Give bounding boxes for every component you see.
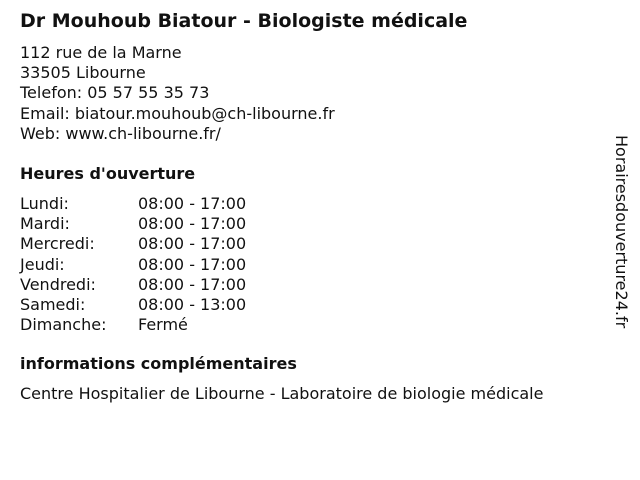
day-label: Mardi: <box>20 214 70 234</box>
additional-info-heading: informations complémentaires <box>20 354 297 373</box>
email-address: Email: biatour.mouhoub@ch-libourne.fr <box>20 103 335 123</box>
day-label: Mercredi: <box>20 234 95 254</box>
day-label: Samedi: <box>20 294 86 314</box>
city-postal-code: 33505 Libourne <box>20 63 146 83</box>
day-label: Vendredi: <box>20 274 96 294</box>
address-block <box>20 43 335 144</box>
additional-info-text: Centre Hospitalier de Libourne - Laboratoire de biologie médicale <box>20 384 544 403</box>
hours-row-mardi <box>20 214 320 234</box>
time-value: 08:00 - 17:00 <box>138 194 247 213</box>
hours-row-lundi <box>20 194 320 214</box>
time-value: 08:00 - 17:00 <box>138 214 247 234</box>
day-label: Jeudi: <box>20 254 65 274</box>
opening-hours-list <box>20 194 320 335</box>
opening-hours-heading: Heures d'ouverture <box>20 164 196 183</box>
street-address: 112 rue de la Marne <box>20 43 182 62</box>
day-label: Lundi: <box>20 194 69 213</box>
time-value: 08:00 - 13:00 <box>138 294 247 314</box>
site-watermark: Horairesdouverture24.fr <box>612 135 631 329</box>
time-value: Fermé <box>138 315 188 335</box>
phone-number: Telefon: 05 57 55 35 73 <box>20 83 210 103</box>
time-value: 08:00 - 17:00 <box>138 274 247 294</box>
hours-row-jeudi <box>20 255 320 275</box>
website-url: Web: www.ch-libourne.fr/ <box>20 123 221 143</box>
time-value: 08:00 - 17:00 <box>138 234 247 254</box>
day-label: Dimanche: <box>20 315 107 335</box>
hours-row-mercredi <box>20 234 320 254</box>
time-value: 08:00 - 17:00 <box>138 254 247 274</box>
page-title: Dr Mouhoub Biatour - Biologiste médicale <box>20 10 468 32</box>
hours-row-dimanche <box>20 315 320 335</box>
hours-row-samedi <box>20 295 320 315</box>
hours-row-vendredi <box>20 275 320 295</box>
